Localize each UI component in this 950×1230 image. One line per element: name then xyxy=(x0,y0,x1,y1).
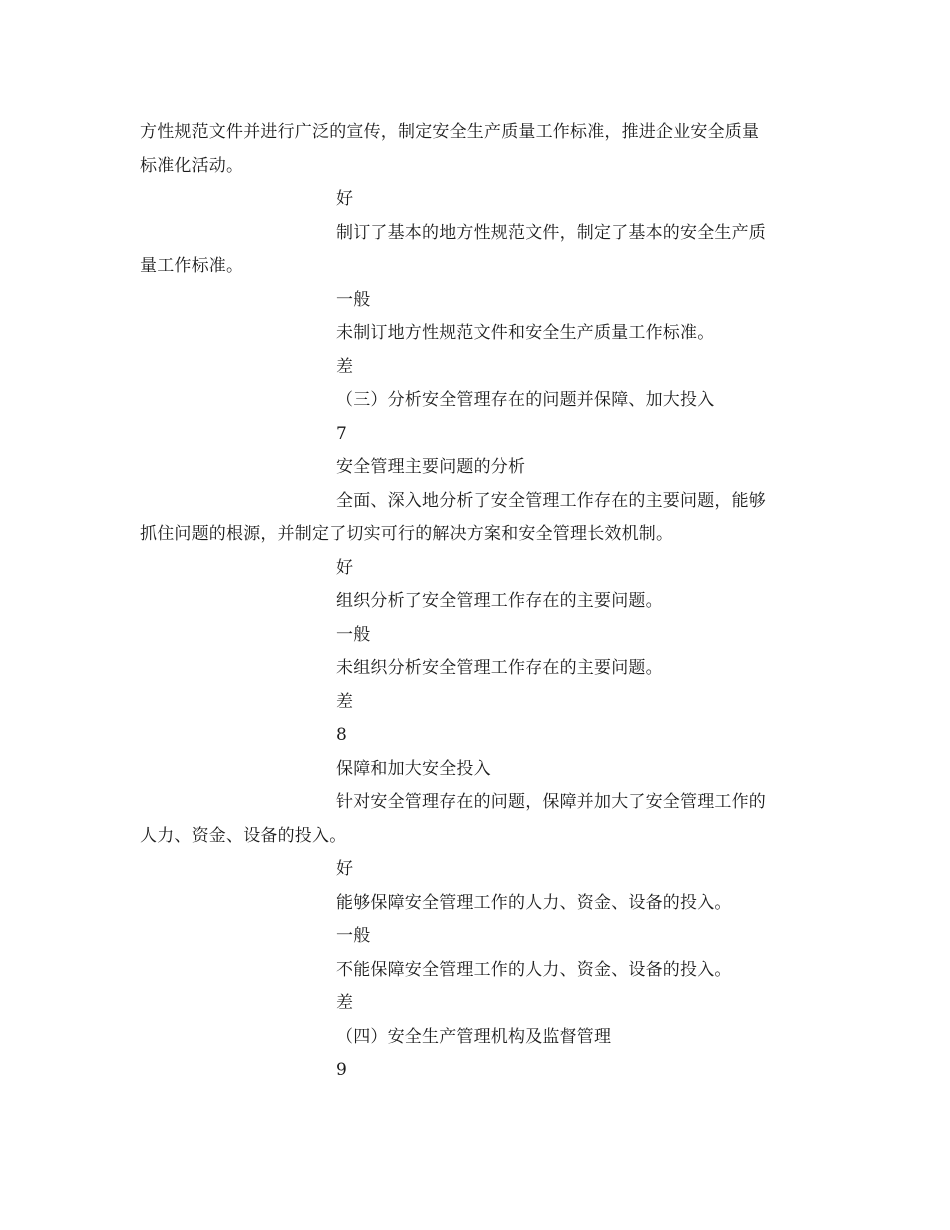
rating-label: 差 xyxy=(336,356,354,377)
item-number: 7 xyxy=(336,423,348,444)
text-line: 未组织分析安全管理工作存在的主要问题。 xyxy=(336,658,663,678)
document-body xyxy=(140,116,820,1088)
item-title: 安全管理主要问题的分析 xyxy=(336,457,526,477)
text-line: 方性规范文件并进行广泛的宣传，制定安全生产质量工作标准，推进企业安全质量 xyxy=(140,122,760,142)
text-line: 抓住问题的根源，并制定了切实可行的解决方案和安全管理长效机制。 xyxy=(140,524,674,544)
text-line: 未制订地方性规范文件和安全生产质量工作标准。 xyxy=(336,323,715,343)
rating-label: 差 xyxy=(336,993,354,1013)
text-line: 标准化活动。 xyxy=(140,155,244,176)
text-line: 人力、资金、设备的投入。 xyxy=(140,825,347,846)
item-number: 9 xyxy=(336,1060,348,1080)
text-line: 全面、深入地分析了安全管理工作存在的主要问题，能够 xyxy=(336,490,766,511)
text-line: 能够保障安全管理工作的人力、资金、设备的投入。 xyxy=(336,892,732,913)
text-line: 针对安全管理存在的问题，保障并加大了安全管理工作的 xyxy=(336,792,766,812)
text-line: 组织分析了安全管理工作存在的主要问题。 xyxy=(336,591,663,611)
item-number: 8 xyxy=(336,725,348,745)
rating-label: 一般 xyxy=(336,289,371,310)
text-line: 量工作标准。 xyxy=(140,256,244,276)
text-line: 不能保障安全管理工作的人力、资金、设备的投入。 xyxy=(336,959,732,980)
item-title: 保障和加大安全投入 xyxy=(336,758,491,779)
text-line: 制订了基本的地方性规范文件，制定了基本的安全生产质 xyxy=(336,222,766,243)
section-heading: （三）分析安全管理存在的问题并保障、加大投入 xyxy=(336,390,715,410)
section-heading: （四）安全生产管理机构及监督管理 xyxy=(336,1026,612,1047)
rating-label: 一般 xyxy=(336,624,371,645)
rating-label: 一般 xyxy=(336,926,371,946)
rating-label: 好 xyxy=(336,557,354,578)
rating-label: 差 xyxy=(336,691,354,712)
rating-label: 好 xyxy=(336,859,354,879)
rating-label: 好 xyxy=(336,189,354,209)
